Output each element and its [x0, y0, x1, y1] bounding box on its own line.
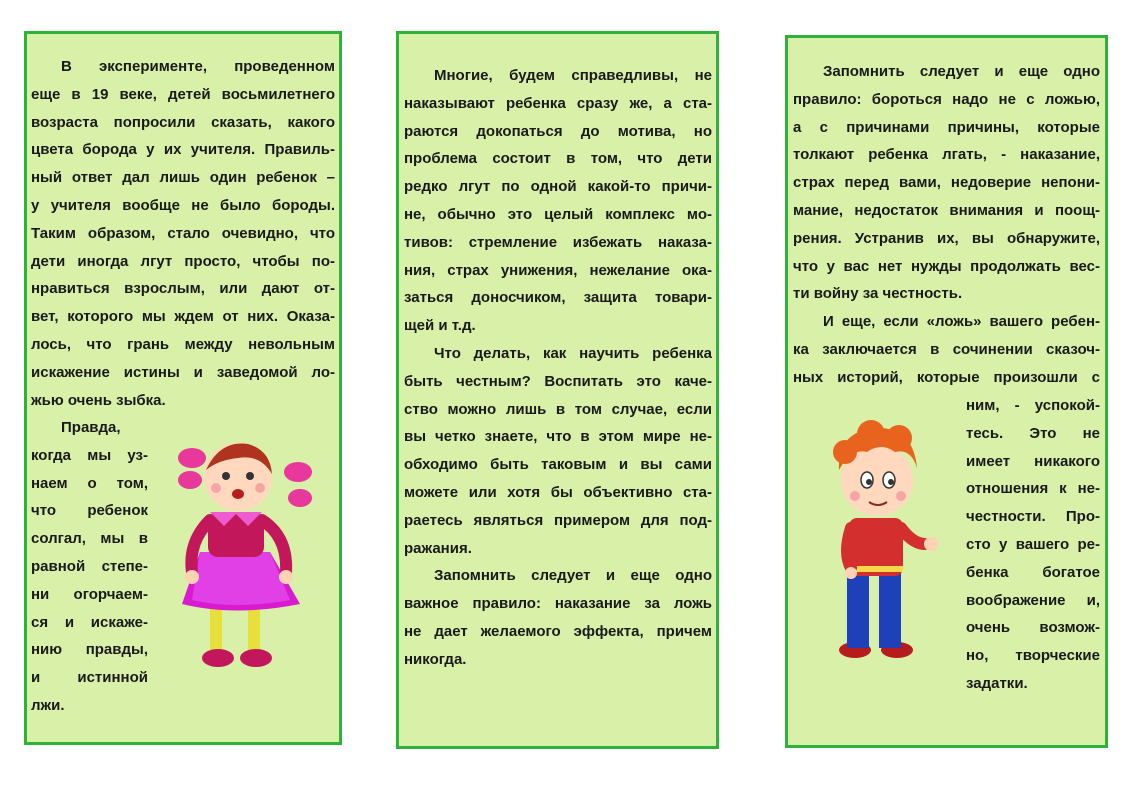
text-line: нию правды,	[31, 641, 148, 659]
text-line: ти войну за честность.	[793, 285, 963, 303]
text-line: толкают ребенка лгать, - наказание,	[793, 146, 1100, 164]
text-line: сто у вашего ре-	[966, 535, 1100, 553]
text-line: дети иногда лгут просто, чтобы по-	[31, 252, 335, 270]
text-line: обходимо быть таковым и вы сами	[404, 456, 712, 474]
text-line: щей и т.д.	[404, 317, 476, 335]
text-line: не, обычно это целый комплекс мо-	[404, 205, 712, 223]
text-line: ся и искаже-	[31, 613, 148, 631]
text-line: еще в 19 веке, детей восьмилетнего	[31, 85, 335, 103]
text-line: а с причинами причины, которые	[793, 118, 1100, 136]
text-line: лжи.	[31, 696, 65, 714]
text-line: не дает желаемого эффекта, причем	[404, 622, 712, 640]
text-line: редко лгут по одной какой-то причи-	[404, 178, 712, 196]
text-line: страх перед вами, недоверие непони-	[793, 174, 1100, 192]
text-line: возраста попросили сказать, какого	[31, 113, 335, 131]
panel-left-text-wrap	[31, 414, 148, 720]
text-line: рения. Устранив их, вы обнаружите,	[793, 229, 1100, 247]
text-line: наказывают ребенка сразу же, а ста-	[404, 94, 712, 112]
text-line: Таким образом, стало очевидно, что	[31, 224, 335, 242]
text-line: проблема состоит в том, что дети	[404, 150, 712, 168]
text-line: что ребенок	[31, 502, 148, 520]
text-line: ним, - успокой-	[966, 397, 1100, 414]
text-line: можете или хотя бы объективно ста-	[404, 483, 712, 501]
text-line: у учителя вообще не было бороды.	[31, 196, 335, 214]
text-line: тивов: стремление избежать наказа-	[404, 233, 712, 251]
text-line: важное правило: наказание за ложь	[404, 595, 712, 613]
text-line: лось, что грань между невольным	[31, 335, 335, 353]
text-line: ный ответ дал лишь один ребенок –	[31, 169, 335, 187]
text-line: тесь. Это не	[966, 424, 1100, 442]
text-line: раетесь являться примером для под-	[404, 511, 712, 529]
text-line: раются докопаться до мотива, но	[404, 122, 712, 140]
text-line: ка заключается в сочинении сказоч-	[793, 340, 1100, 358]
text-line: отношения к не-	[966, 480, 1100, 498]
text-line: наем о том,	[31, 474, 148, 492]
text-line: равной степе-	[31, 557, 148, 575]
text-line: воображение и,	[966, 591, 1100, 609]
text-line: ни огорчаем-	[31, 585, 148, 603]
text-line: очень возмож-	[966, 619, 1100, 637]
panel-right-text	[793, 58, 1100, 392]
text-line: и истинной	[31, 669, 148, 687]
girl-figure	[170, 432, 320, 682]
text-line: нравиться взрослым, или дают от-	[31, 280, 335, 298]
text-line: жью очень зыбка.	[31, 391, 166, 409]
text-line: ных историй, которые произошли с	[793, 368, 1100, 386]
text-line: В эксперименте, проведенном	[61, 58, 335, 75]
panel-right-text-wrap	[966, 392, 1100, 698]
text-line: ражания.	[404, 539, 472, 557]
text-line: Запомнить следует и еще одно	[434, 567, 712, 585]
text-line: ство можно лишь в том случае, если	[404, 400, 712, 418]
text-line: никогда.	[404, 650, 467, 668]
text-line: быть честным? Воспитать это каче-	[404, 372, 712, 390]
text-line: заться доносчиком, защита товари-	[404, 289, 712, 307]
panel-left-text	[31, 53, 335, 414]
text-line: задатки.	[966, 674, 1028, 692]
text-line: когда мы уз-	[31, 446, 148, 464]
text-line: вет, которого мы ждем от них. Оказа-	[31, 308, 335, 326]
text-line: солгал, мы в	[31, 530, 148, 548]
text-line: Правда,	[61, 419, 121, 436]
boy-figure	[815, 418, 945, 663]
text-line: ния, страх унижения, нежелание ока-	[404, 261, 712, 279]
text-line: бенка богатое	[966, 563, 1100, 581]
text-line: Многие, будем справедливы, не	[434, 67, 712, 84]
text-line: Что делать, как научить ребенка	[434, 344, 712, 362]
text-line: И еще, если «ложь» вашего ребен-	[823, 313, 1100, 331]
text-line: имеет никакого	[966, 452, 1100, 470]
text-line: вы четко знаете, что в этом мире не-	[404, 428, 712, 446]
text-line: честности. Про-	[966, 508, 1100, 526]
text-line: искажение истины и заведомой ло-	[31, 363, 335, 381]
panel-middle-text	[404, 62, 712, 674]
text-line: мание, недостаток внимания и поощ-	[793, 201, 1100, 219]
text-line: правило: бороться надо не с ложью,	[793, 90, 1100, 108]
text-line: Запомнить следует и еще одно	[823, 63, 1100, 80]
text-line: цвета борода у их учителя. Правиль-	[31, 141, 335, 159]
text-line: что у вас нет нужды продолжать вес-	[793, 257, 1100, 275]
text-line: но, творческие	[966, 647, 1100, 665]
